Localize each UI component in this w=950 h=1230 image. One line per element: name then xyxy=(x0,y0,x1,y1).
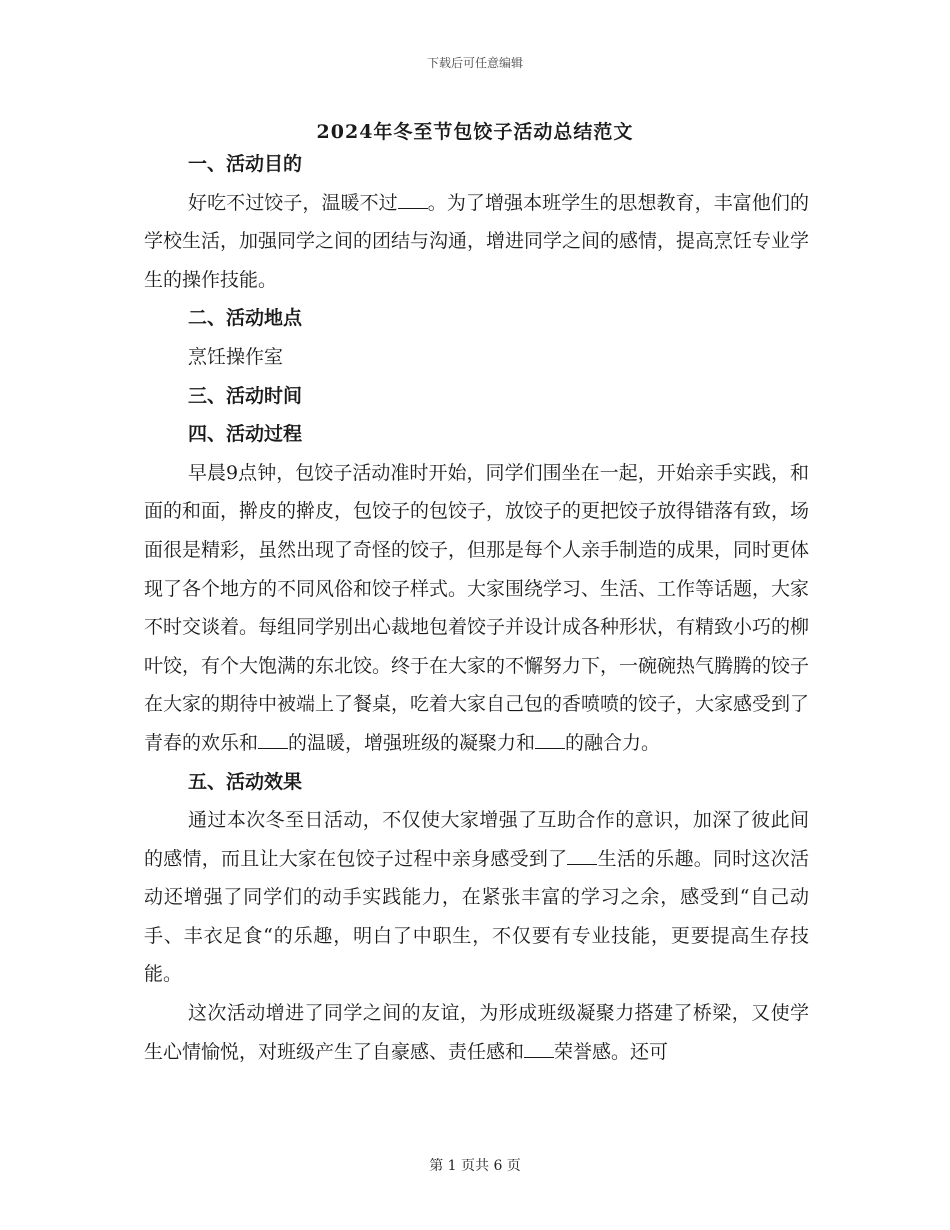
text-run: 的温暖，增强班级的凝聚力和 xyxy=(288,731,536,754)
header-note: 下载后可任意编辑 xyxy=(426,56,523,70)
blank-line xyxy=(535,732,565,749)
text-run: 这次活动增进了同学之间的友谊，为形成班级凝聚力搭建了桥梁，又使学生心情愉悦，对班级产生了自豪感、责任感和 xyxy=(144,1002,809,1063)
text-run: 。为了增强本班学生的思想教育，丰富他们的学校生活，加强同学之间的团结与沟通，增进同学之间的感情，提高烹饪专业学生的操作技能。 xyxy=(144,191,810,291)
text-run: 早晨9点钟，包饺子活动准时开始，同学们围坐在一起，开始亲手实践，和面的和面，擀皮的擀皮，包饺子的包饺子，放饺子的更把饺子放得错落有致，场面很是精彩，虽然出现了奇怪的饺子，但那是每个人亲手制造的成果，同时更体现了各个地方的不同风俗和饺子样式。大家围绕学习、生活、工作等话题，大家不时交谈着。每组同学别出心裁地包着饺子并设计成各种形状，有精致小巧的柳叶饺，有个大饱满的东北饺。终于在大家的不懈努力下，一碗碗热气腾腾的饺子在大家的期待中被端上了餐桌，吃着大家自己包的香喷喷的饺子，大家感受到了青春的欢乐和 xyxy=(144,461,810,754)
paragraph-effect-1 xyxy=(144,801,809,994)
blank-line xyxy=(258,732,288,749)
section-heading-location: 二、活动地点 xyxy=(188,307,303,330)
paragraph-location: 烹饪操作室 xyxy=(188,345,284,368)
paragraph-process xyxy=(144,454,809,763)
section-heading-purpose: 一、活动目的 xyxy=(188,153,303,175)
blank-line xyxy=(398,192,428,209)
page-footer: 第 1 页共 6 页 xyxy=(429,1158,521,1174)
section-heading-time: 三、活动时间 xyxy=(188,384,303,407)
section-heading-effect: 五、活动效果 xyxy=(188,770,303,793)
paragraph-purpose xyxy=(144,184,809,300)
blank-line xyxy=(524,1041,554,1058)
blank-line xyxy=(567,848,597,865)
text-run: 生活的乐趣。同时这次活动还增强了同学们的动手实践能力，在紧张丰富的学习之余，感受到“自己动手、丰衣足食“的乐趣，明白了中职生，不仅要有专业技能，更要提高生存技能。 xyxy=(144,847,809,986)
text-run: 通过本次冬至日活动，不仅使大家增强了互助合作的意识，加深了彼此间的感情，而且让大家在包饺子过程中亲身感受到了 xyxy=(144,809,809,870)
text-run: 荣誉感。还可 xyxy=(554,1040,669,1063)
document-body xyxy=(144,145,809,1071)
text-run: 的融合力。 xyxy=(565,731,661,754)
section-heading-process: 四、活动过程 xyxy=(188,423,303,446)
document-title: 2024年冬至节包饺子活动总结范文 xyxy=(316,121,634,143)
paragraph-effect-2 xyxy=(144,994,809,1071)
text-run: 好吃不过饺子，温暖不过 xyxy=(188,191,398,214)
